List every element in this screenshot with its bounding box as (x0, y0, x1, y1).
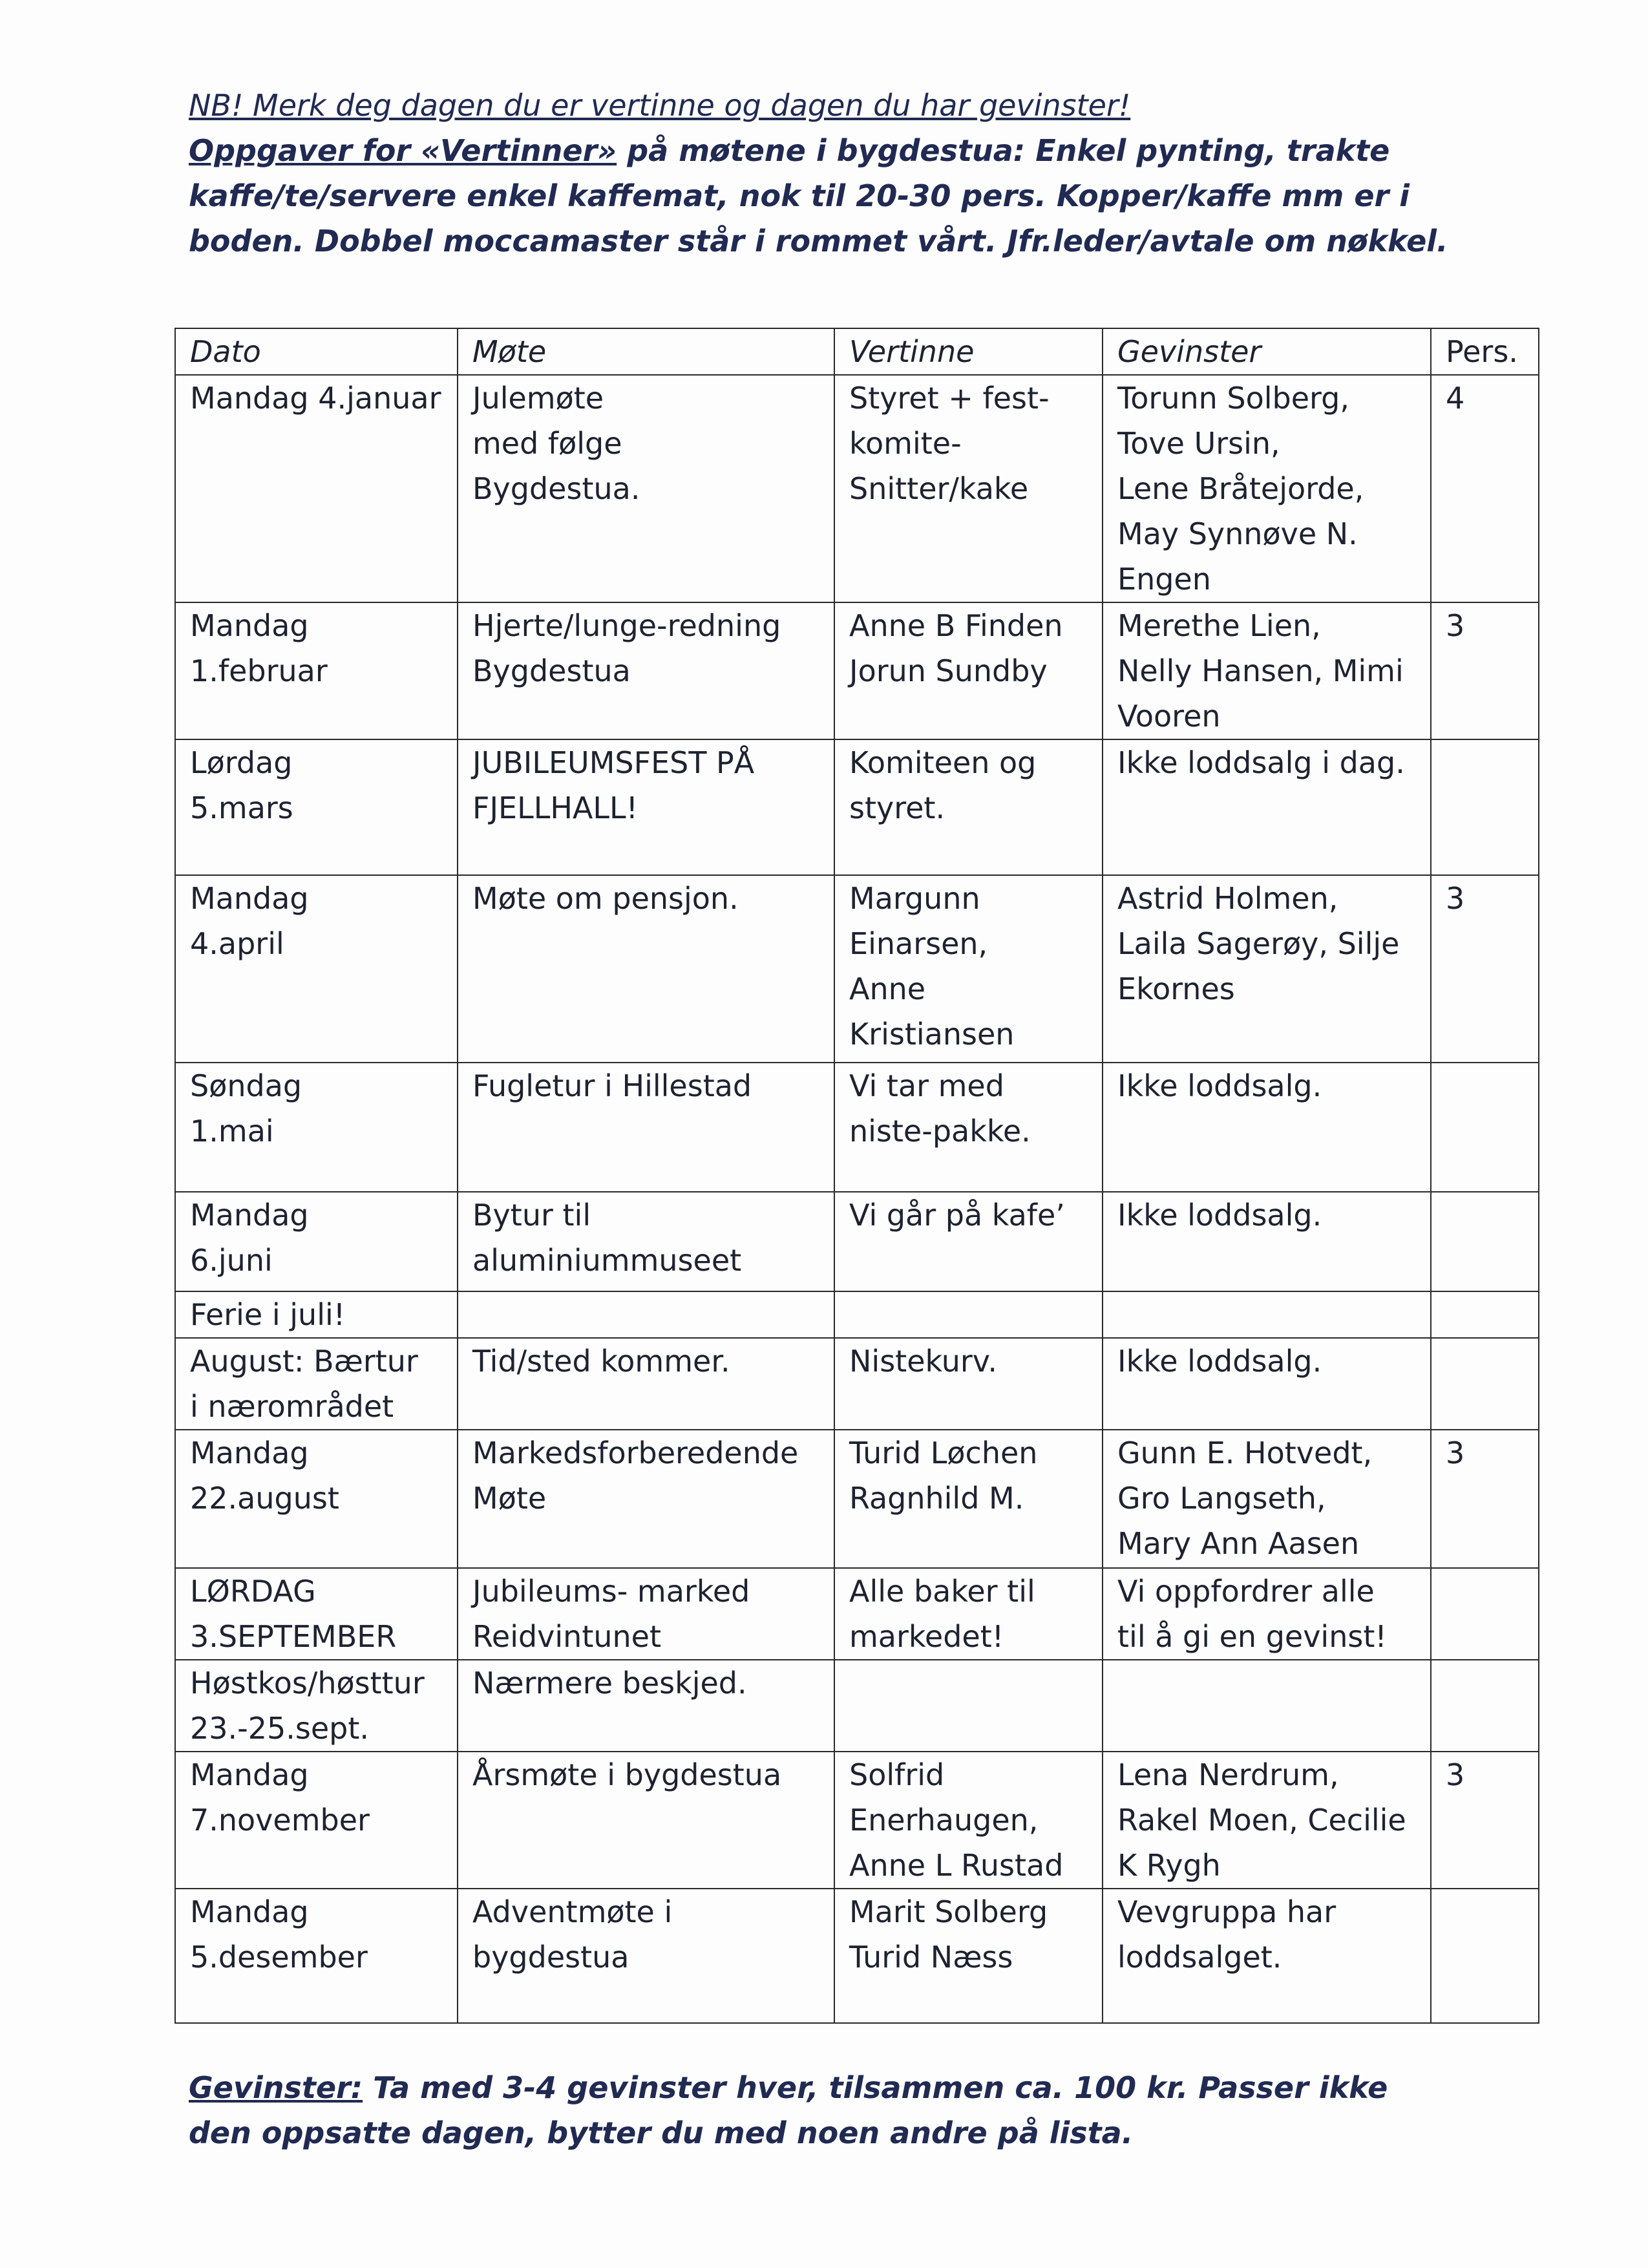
cell-vertinne: Nistekurv. (834, 1338, 1103, 1430)
cell-vertinne: Margunn Einarsen, Anne Kristiansen (834, 875, 1103, 1063)
cell-vertinne (834, 1291, 1103, 1338)
schedule-table (174, 328, 1539, 2024)
table-row (175, 1889, 1539, 2023)
cell-mote: Nærmere beskjed. (458, 1660, 834, 1752)
table-row (175, 375, 1539, 602)
table-row (175, 739, 1539, 875)
table-row (175, 1338, 1539, 1430)
table-row (175, 1568, 1539, 1660)
cell-dato: Mandag 4.januar (175, 375, 458, 602)
cell-gevinster: Gunn E. Hotvedt, Gro Langseth, Mary Ann Aasen (1103, 1430, 1431, 1568)
cell-dato: Mandag 1.februar (175, 602, 458, 739)
table-row (175, 1430, 1539, 1568)
cell-gevinster: Astrid Holmen, Laila Sagerøy, Silje Ekornes (1103, 875, 1431, 1063)
cell-gevinster: Vevgruppa har loddsalget. (1103, 1889, 1431, 2023)
cell-vertinne: Turid Løchen Ragnhild M. (834, 1430, 1103, 1568)
cell-gevinster: Vi oppfordrer alle til å gi en gevinst! (1103, 1568, 1431, 1660)
cell-pers (1431, 1192, 1539, 1291)
table-row (175, 875, 1539, 1063)
cell-dato: Mandag 6.juni (175, 1192, 458, 1291)
cell-mote: Tid/sted kommer. (458, 1338, 834, 1430)
cell-dato: Søndag 1.mai (175, 1063, 458, 1192)
cell-dato: LØRDAG 3.SEPTEMBER (175, 1568, 458, 1660)
cell-dato: August: Bærtur i nærområdet (175, 1338, 458, 1430)
header-gevinster: Gevinster (1103, 328, 1431, 375)
cell-mote: Markedsforberedende Møte (458, 1430, 834, 1568)
cell-dato: Lørdag 5.mars (175, 739, 458, 875)
cell-mote: Hjerte/lunge-redning Bygdestua (458, 602, 834, 739)
cell-vertinne: Styret + fest- komite- Snitter/kake (834, 375, 1103, 602)
table-header-row (175, 328, 1539, 375)
cell-pers: 3 (1431, 1752, 1539, 1889)
cell-pers (1431, 1568, 1539, 1660)
cell-gevinster: Ikke loddsalg. (1103, 1338, 1431, 1430)
cell-mote: Fugletur i Hillestad (458, 1063, 834, 1192)
cell-gevinster: Torunn Solberg, Tove Ursin, Lene Bråtejorde, May Synnøve N. Engen (1103, 375, 1431, 602)
cell-pers (1431, 739, 1539, 875)
cell-vertinne: Komiteen og styret. (834, 739, 1103, 875)
cell-gevinster: Ikke loddsalg i dag. (1103, 739, 1431, 875)
cell-pers (1431, 1063, 1539, 1192)
cell-mote: Årsmøte i bygdestua (458, 1752, 834, 1889)
tasks-label: Oppgaver for «Vertinner» (189, 133, 617, 168)
cell-gevinster (1103, 1291, 1431, 1338)
cell-dato: Mandag 4.april (175, 875, 458, 1063)
cell-gevinster: Ikke loddsalg. (1103, 1063, 1431, 1192)
cell-vertinne: Anne B Finden Jorun Sundby (834, 602, 1103, 739)
cell-mote: Adventmøte i bygdestua (458, 1889, 834, 2023)
cell-pers: 3 (1431, 875, 1539, 1063)
table-row (175, 1192, 1539, 1291)
cell-pers (1431, 1291, 1539, 1338)
table-row (175, 1660, 1539, 1752)
cell-pers: 3 (1431, 602, 1539, 739)
cell-vertinne: Alle baker til markedet! (834, 1568, 1103, 1660)
cell-dato: Ferie i juli! (175, 1291, 458, 1338)
footer-text: Ta med 3-4 gevinster hver, tilsammen ca. 100 kr. Passer ikke den oppsatte dagen, bytter du med noen andre på lista. (189, 2070, 1388, 2150)
cell-mote: Jubileums- marked Reidvintunet (458, 1568, 834, 1660)
cell-pers (1431, 1660, 1539, 1752)
cell-gevinster: Lena Nerdrum, Rakel Moen, Cecilie K Rygh (1103, 1752, 1431, 1889)
cell-mote (458, 1291, 834, 1338)
cell-vertinne: Solfrid Enerhaugen, Anne L Rustad (834, 1752, 1103, 1889)
cell-dato: Mandag 5.desember (175, 1889, 458, 2023)
cell-dato: Høstkos/høsttur 23.-25.sept. (175, 1660, 458, 1752)
cell-gevinster (1103, 1660, 1431, 1752)
cell-mote: Julemøte med følge Bygdestua. (458, 375, 834, 602)
table-row (175, 1063, 1539, 1192)
cell-dato: Mandag 22.august (175, 1430, 458, 1568)
nb-line: NB! Merk deg dagen du er vertinne og dagen du har gevinster! (189, 88, 1131, 123)
cell-mote: JUBILEUMSFEST PÅ FJELLHALL! (458, 739, 834, 875)
header-vertinne: Vertinne (834, 328, 1103, 375)
footer-note (189, 2065, 1455, 2156)
table-row (175, 1291, 1539, 1338)
table-row (175, 1752, 1539, 1889)
tasks-text: på møtene i bygdestua: Enkel pynting, trakte kaffe/te/servere enkel kaffemat, nok til 20-30 pers. Kopper/kaffe mm er i boden. Dobbel moccamaster står i rommet vårt. Jfr.leder/avtale om nøkkel. (189, 133, 1448, 259)
header-mote: Møte (458, 328, 834, 375)
cell-gevinster: Ikke loddsalg. (1103, 1192, 1431, 1291)
cell-gevinster: Merethe Lien, Nelly Hansen, Mimi Vooren (1103, 602, 1431, 739)
cell-vertinne: Vi går på kafe’ (834, 1192, 1103, 1291)
header-note (189, 83, 1455, 264)
cell-mote: Bytur til aluminiummuseet (458, 1192, 834, 1291)
footer-label: Gevinster: (189, 2070, 363, 2105)
table-row (175, 602, 1539, 739)
cell-dato: Mandag 7.november (175, 1752, 458, 1889)
cell-vertinne: Vi tar med niste-pakke. (834, 1063, 1103, 1192)
cell-mote: Møte om pensjon. (458, 875, 834, 1063)
header-dato: Dato (175, 328, 458, 375)
cell-vertinne (834, 1660, 1103, 1752)
header-pers: Pers. (1431, 328, 1539, 375)
cell-vertinne: Marit Solberg Turid Næss (834, 1889, 1103, 2023)
cell-pers: 4 (1431, 375, 1539, 602)
cell-pers (1431, 1889, 1539, 2023)
cell-pers: 3 (1431, 1430, 1539, 1568)
cell-pers (1431, 1338, 1539, 1430)
